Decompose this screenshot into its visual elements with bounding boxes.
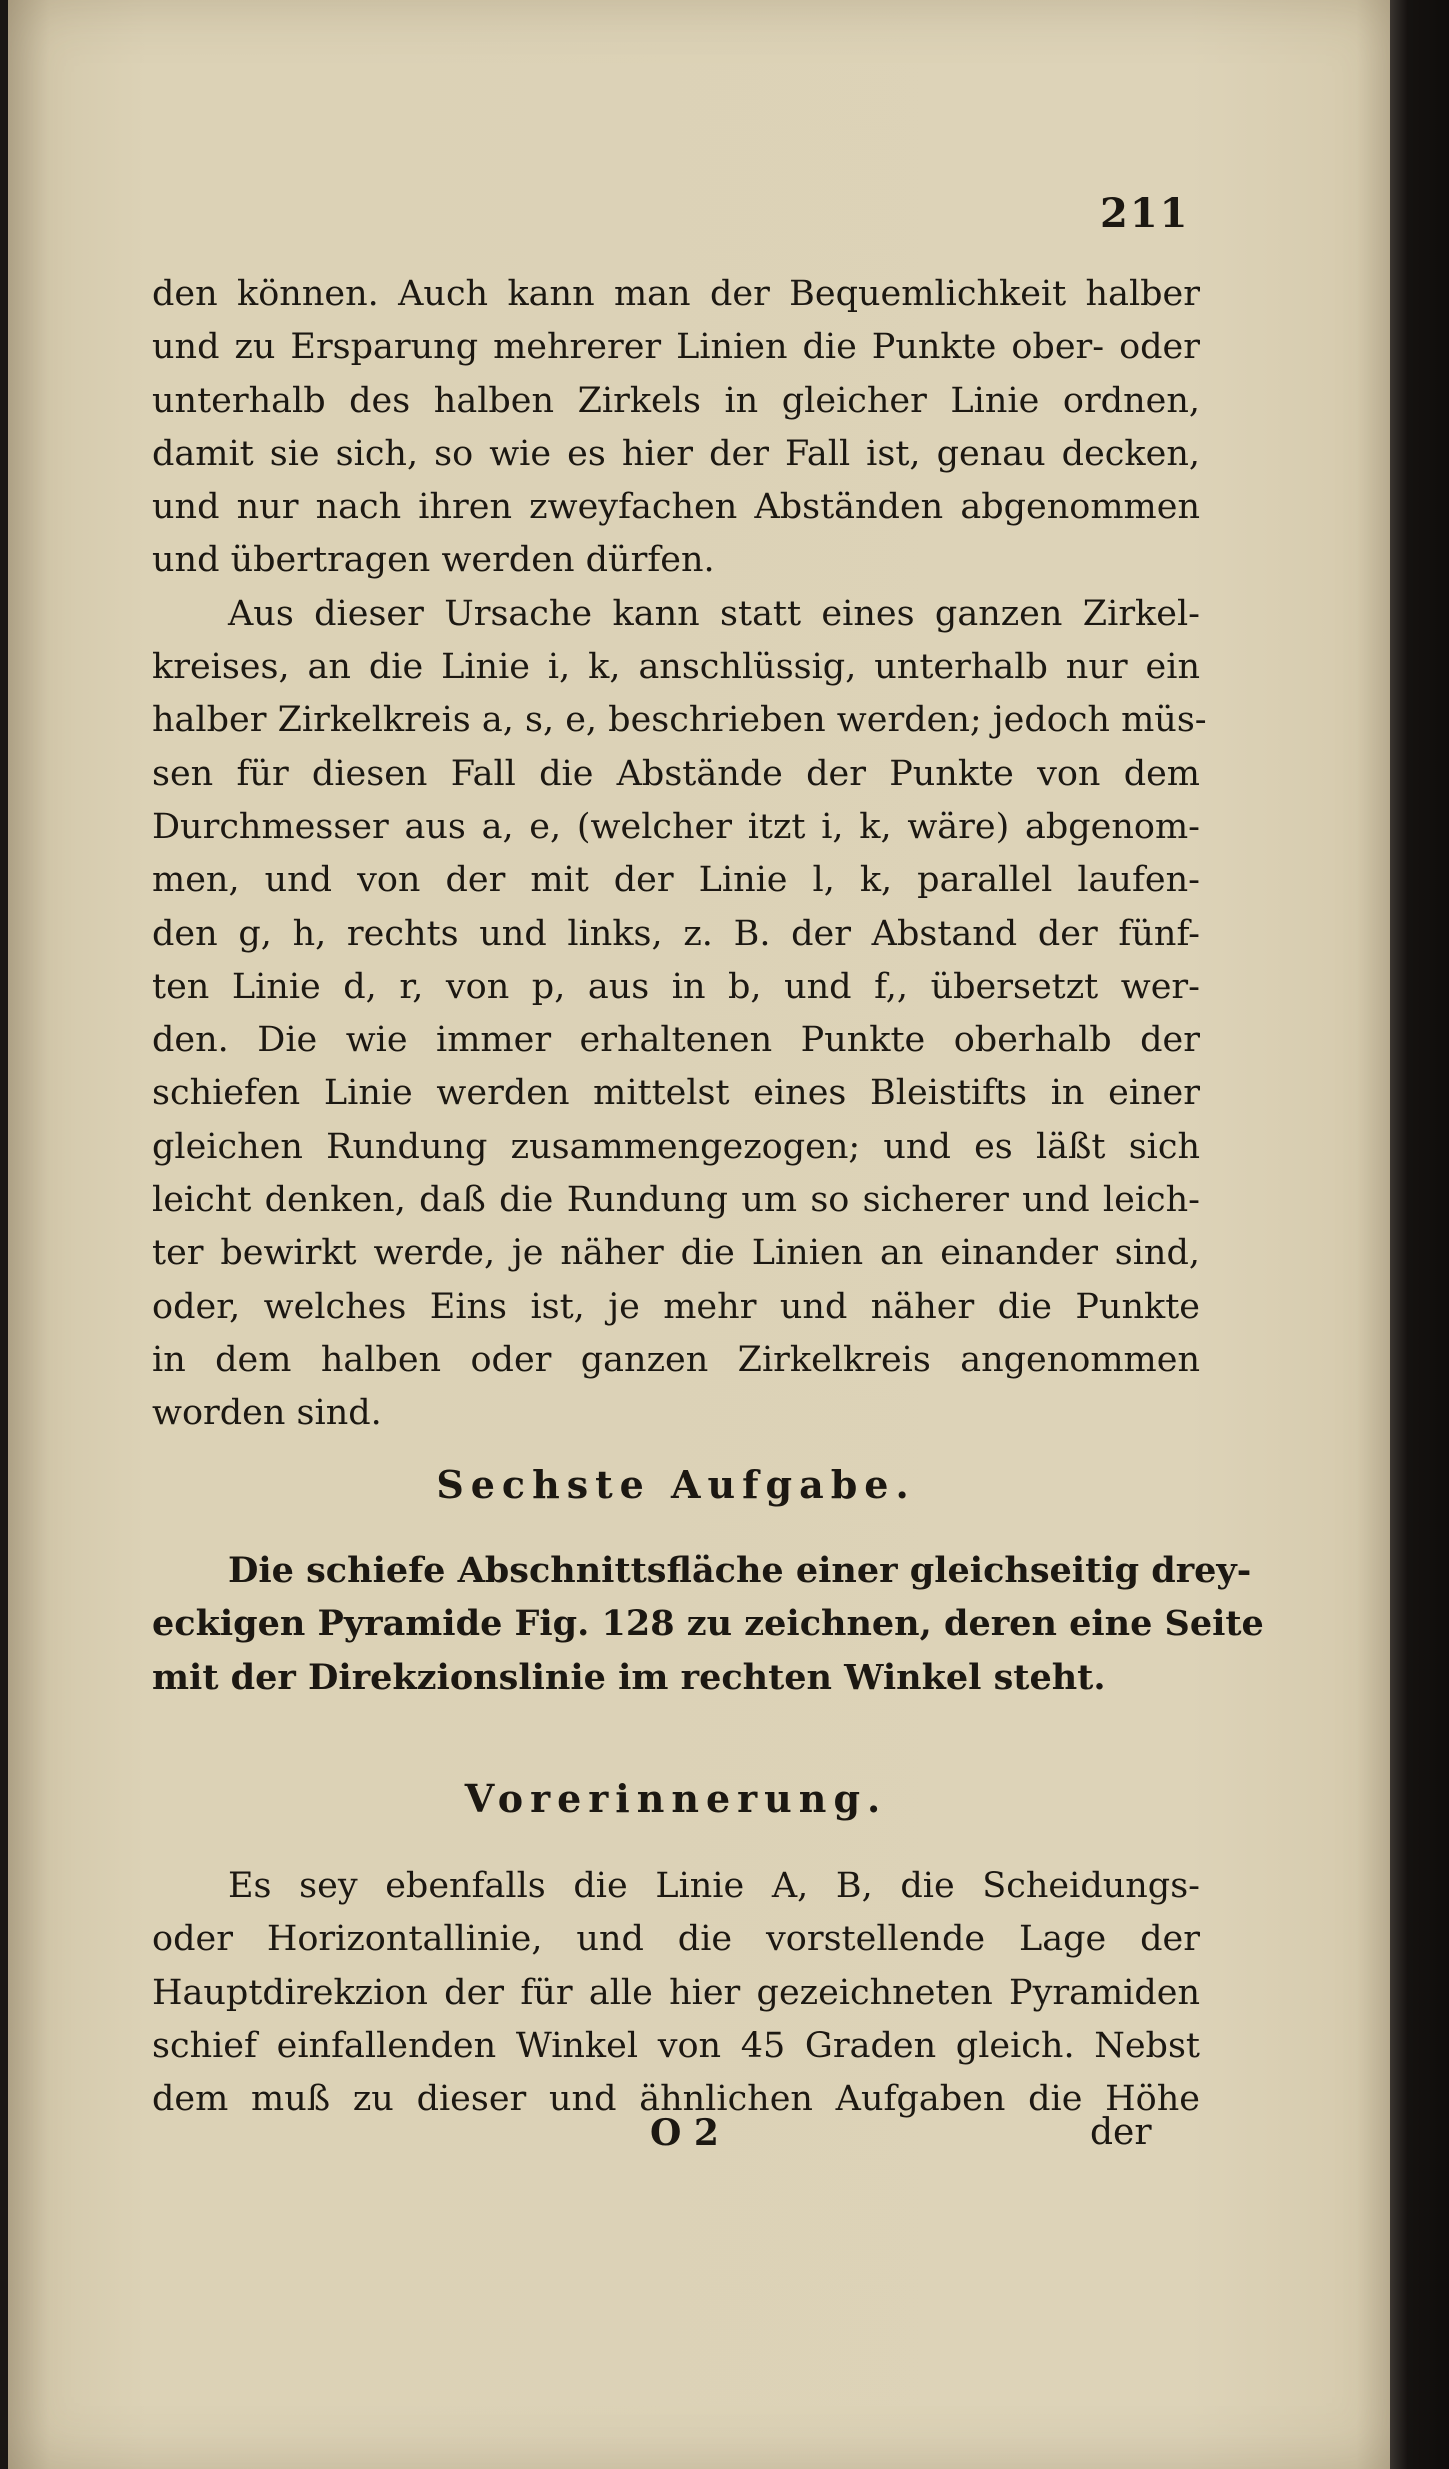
- text-line: Es sey ebenfalls die Linie A, B, die Scheidungs-: [228, 1866, 1200, 1906]
- text-line: und nur nach ihren zweyfachen Abständen abgenommen: [152, 487, 1200, 528]
- text-line: worden sind.: [152, 1393, 382, 1434]
- signature-mark: O 2: [650, 2112, 719, 2154]
- text-line: mit der Direkzionslinie im rechten Winkel steht.: [152, 1656, 1106, 1698]
- text-line: sen für diesen Fall die Abstände der Punkte von dem: [152, 753, 1200, 794]
- text-line: Aus dieser Ursache kann statt eines ganzen Zirkel-: [228, 593, 1200, 634]
- text-line: leicht denken, daß die Rundung um so sicherer und leich-: [152, 1180, 1200, 1221]
- text-line: Hauptdirekzion der für alle hier gezeichneten Pyramiden: [152, 1972, 1200, 2013]
- text-line: und zu Ersparung mehrerer Linien die Punkte ober- oder: [152, 327, 1200, 368]
- text-line: halber Zirkelkreis a, s, e, beschrieben werden; jedoch müs-: [152, 700, 1207, 741]
- page-number: 211: [1100, 190, 1190, 237]
- paragraph-1-and-2: [152, 268, 1207, 1441]
- text-line: schiefen Linie werden mittelst eines Bleistifts in einer: [152, 1073, 1200, 1114]
- text-line: Durchmesser aus a, e, (welcher itzt i, k, wäre) abgenom-: [152, 806, 1200, 847]
- text-line: dem muß zu dieser und ähnlichen Aufgaben die Höhe: [152, 2079, 1200, 2120]
- text-line: unterhalb des halben Zirkels in gleicher Linie ordnen,: [152, 380, 1200, 421]
- text-line: oder, welches Eins ist, je mehr und näher die Punkte: [152, 1286, 1200, 1327]
- text-line: in dem halben oder ganzen Zirkelkreis angenommen: [152, 1339, 1200, 1380]
- text-line: damit sie sich, so wie es hier der Fall ist, genau decken,: [152, 433, 1200, 474]
- text-line: men, und von der mit der Linie l, k, parallel laufen-: [152, 860, 1200, 901]
- text-line: schief einfallenden Winkel von 45 Graden gleich. Nebst: [152, 2025, 1200, 2066]
- text-line: eckigen Pyramide Fig. 128 zu zeichnen, deren eine Seite: [152, 1603, 1264, 1645]
- section-heading: Sechste Aufgabe.: [436, 1462, 916, 1507]
- text-line: Die schiefe Abschnittsfläche einer gleichseitig drey-: [228, 1550, 1252, 1591]
- text-line: ter bewirkt werde, je näher die Linien an einander sind,: [152, 1233, 1200, 1274]
- text-line: gleichen Rundung zusammengezogen; und es läßt sich: [152, 1126, 1200, 1167]
- task-statement: [152, 1544, 1264, 1704]
- catchword: der: [1090, 2112, 1152, 2153]
- paragraph-4: [152, 1860, 1200, 2126]
- text-line: oder Horizontallinie, und die vorstellende Lage der: [152, 1919, 1200, 1960]
- text-line: den. Die wie immer erhaltenen Punkte oberhalb der: [152, 1020, 1200, 1061]
- text-line: ten Linie d, r, von p, aus in b, und f,, übersetzt wer-: [152, 966, 1200, 1007]
- text-line: den können. Auch kann man der Bequemlichkeit halber: [152, 274, 1200, 314]
- text-line: den g, h, rechts und links, z. B. der Abstand der fünf-: [152, 913, 1200, 954]
- text-line: und übertragen werden dürfen.: [152, 540, 715, 581]
- text-line: kreises, an die Linie i, k, anschlüssig, unterhalb nur ein: [152, 647, 1200, 688]
- page-edge-shadow: [1390, 0, 1449, 2469]
- subsection-heading: Vorerinnerung.: [464, 1776, 888, 1821]
